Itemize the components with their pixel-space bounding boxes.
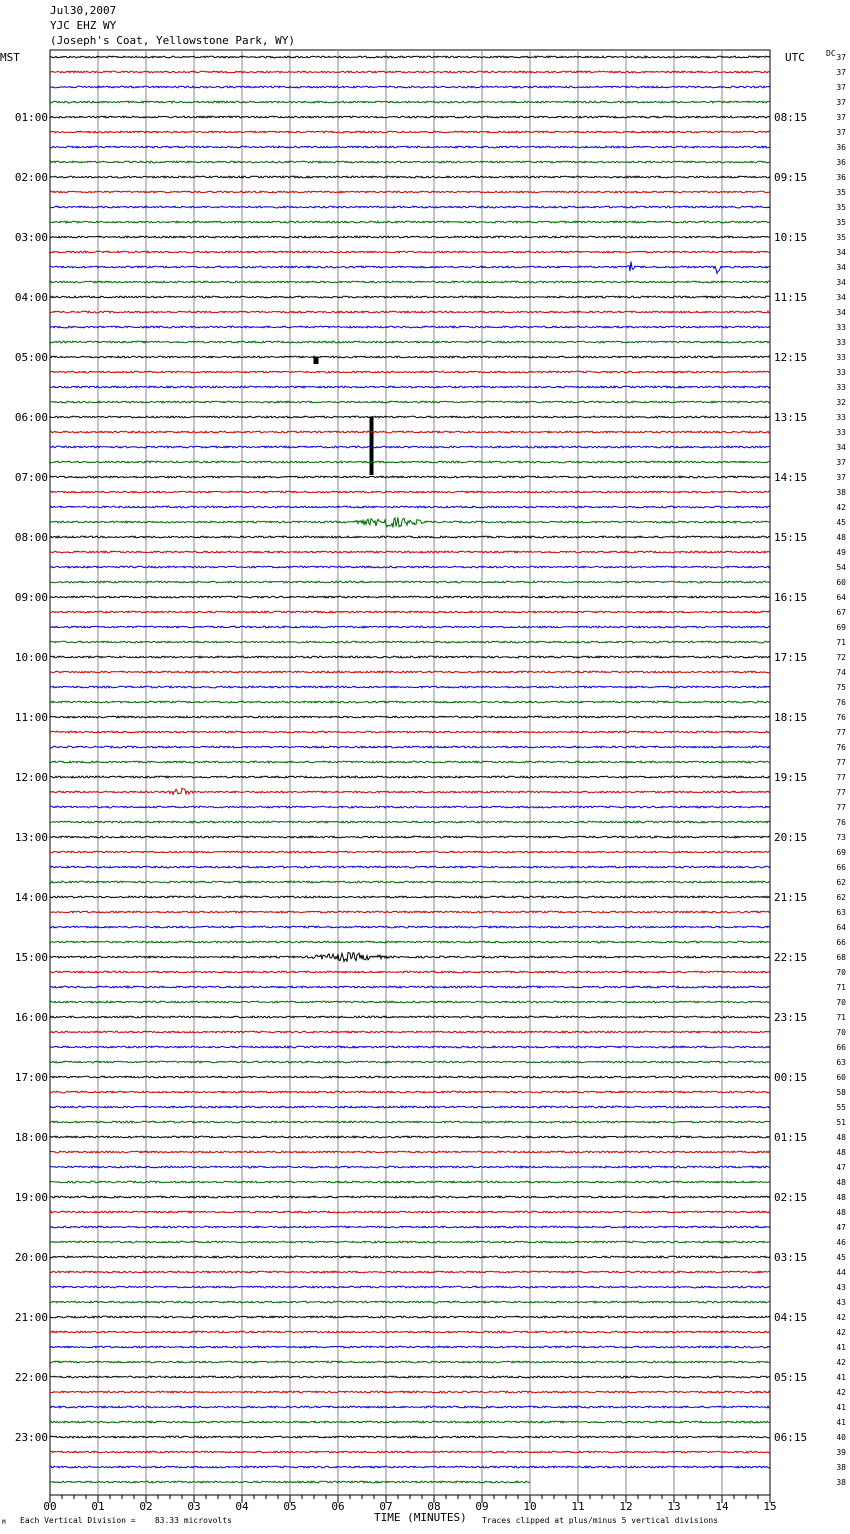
seismic-trace: [50, 506, 770, 508]
seismic-trace: [50, 1196, 770, 1198]
dc-offset-value: 73: [836, 833, 846, 842]
x-tick-label: 01: [91, 1500, 105, 1513]
mst-hour-label: 19:00: [14, 1191, 48, 1204]
seismic-trace: [50, 911, 770, 913]
dc-offset-value: 66: [836, 863, 846, 872]
utc-hour-label: 04:15: [774, 1311, 808, 1324]
utc-hour-label: 18:15: [774, 711, 808, 724]
dc-offset-value: 71: [836, 638, 846, 647]
x-tick-label: 05: [283, 1500, 297, 1513]
dc-offset-value: 76: [836, 743, 846, 752]
dc-offset-value: 37: [836, 113, 846, 122]
seismic-trace: [50, 101, 770, 103]
dc-offset-value: 37: [836, 53, 846, 62]
seismic-trace: [50, 371, 770, 373]
dc-offset-value: 72: [836, 653, 846, 662]
utc-hour-label: 22:15: [774, 951, 808, 964]
seismic-trace: [50, 1211, 770, 1213]
dc-offset-value: 47: [836, 1163, 846, 1172]
dc-offset-value: 32: [836, 398, 846, 407]
dc-offset-value: 35: [836, 218, 846, 227]
seismic-trace: [50, 626, 770, 628]
seismic-trace: [50, 86, 770, 88]
dc-offset-value: 63: [836, 908, 846, 917]
dc-offset-value: 48: [836, 1148, 846, 1157]
dc-offset-value: 60: [836, 578, 846, 587]
dc-offset-header: DC: [826, 49, 836, 58]
utc-hour-label: 10:15: [774, 231, 808, 244]
seismic-trace: [50, 517, 770, 527]
dc-offset-value: 34: [836, 248, 846, 257]
seismic-trace: [50, 206, 770, 208]
dc-offset-value: 70: [836, 998, 846, 1007]
seismic-trace: [50, 1361, 770, 1363]
utc-hour-label: 12:15: [774, 351, 808, 364]
seismic-trace: [50, 262, 770, 274]
dc-offset-value: 34: [836, 308, 846, 317]
dc-offset-value: 69: [836, 848, 846, 857]
utc-hour-label: 09:15: [774, 171, 808, 184]
dc-offset-value: 37: [836, 83, 846, 92]
seismic-trace: [50, 1166, 770, 1168]
dc-offset-value: 44: [836, 1268, 846, 1277]
seismic-trace: [50, 866, 770, 868]
seismic-trace: [50, 986, 770, 988]
seismic-trace: [50, 941, 770, 943]
dc-offset-value: 40: [836, 1433, 846, 1442]
dc-offset-value: 37: [836, 98, 846, 107]
dc-offset-value: 42: [836, 1388, 846, 1397]
seismic-trace: [50, 788, 770, 794]
seismic-trace: [50, 356, 770, 364]
seismic-trace: [50, 221, 770, 223]
mst-hour-label: 02:00: [14, 171, 48, 184]
dc-offset-value: 54: [836, 563, 846, 572]
utc-hour-label: 05:15: [774, 1371, 808, 1384]
left-timezone-label: MST: [0, 51, 20, 64]
seismic-trace: [50, 596, 770, 598]
seismic-trace: [50, 656, 770, 658]
seismic-trace: [50, 1121, 770, 1123]
seismic-trace: [50, 776, 770, 778]
seismic-trace: [50, 566, 770, 568]
dc-offset-value: 77: [836, 728, 846, 737]
seismic-trace: [50, 296, 770, 298]
x-tick-label: 13: [667, 1500, 681, 1513]
seismic-trace: [50, 926, 770, 928]
dc-offset-value: 77: [836, 758, 846, 767]
dc-offset-value: 45: [836, 1253, 846, 1262]
seismic-trace: [50, 476, 770, 478]
seismic-trace: [50, 1151, 770, 1153]
utc-hour-label: 06:15: [774, 1431, 808, 1444]
dc-offset-value: 76: [836, 698, 846, 707]
utc-hour-label: 11:15: [774, 291, 808, 304]
x-tick-label: 09: [475, 1500, 489, 1513]
utc-hour-label: 03:15: [774, 1251, 808, 1264]
x-tick-label: 10: [523, 1500, 537, 1513]
dc-offset-value: 41: [836, 1343, 846, 1352]
mst-hour-label: 18:00: [14, 1131, 48, 1144]
mst-hour-label: 03:00: [14, 231, 48, 244]
dc-offset-value: 71: [836, 1013, 846, 1022]
utc-hour-label: 17:15: [774, 651, 808, 664]
dc-offset-value: 74: [836, 668, 846, 677]
dc-offset-value: 41: [836, 1418, 846, 1427]
seismic-trace: [50, 446, 770, 448]
dc-offset-value: 37: [836, 128, 846, 137]
seismic-trace: [50, 236, 770, 238]
dc-offset-value: 42: [836, 503, 846, 512]
seismic-trace: [50, 281, 770, 283]
seismic-trace: [50, 431, 770, 433]
seismic-trace: [50, 1016, 770, 1018]
dc-offset-value: 34: [836, 443, 846, 452]
dc-offset-value: 34: [836, 293, 846, 302]
seismic-trace: [50, 1181, 770, 1183]
seismic-trace: [50, 896, 770, 898]
seismic-trace: [50, 1286, 770, 1288]
dc-offset-value: 76: [836, 713, 846, 722]
dc-offset-value: 58: [836, 1088, 846, 1097]
dc-offset-value: 62: [836, 878, 846, 887]
mst-hour-label: 11:00: [14, 711, 48, 724]
seismic-trace: [50, 116, 770, 118]
mst-hour-label: 01:00: [14, 111, 48, 124]
seismic-trace: [50, 71, 770, 73]
dc-offset-value: 42: [836, 1358, 846, 1367]
seismic-trace: [50, 1226, 770, 1228]
seismic-trace: [50, 746, 770, 748]
dc-offset-value: 48: [836, 1193, 846, 1202]
clip-note: Traces clipped at plus/minus 5 vertical divisions: [482, 1516, 719, 1525]
dc-offset-value: 33: [836, 353, 846, 362]
mst-hour-label: 23:00: [14, 1431, 48, 1444]
seismic-trace: [50, 191, 770, 193]
dc-offset-value: 76: [836, 818, 846, 827]
seismic-trace: [50, 401, 770, 403]
dc-offset-value: 66: [836, 938, 846, 947]
x-tick-label: 04: [235, 1500, 249, 1513]
mst-hour-label: 16:00: [14, 1011, 48, 1024]
x-tick-label: 07: [379, 1500, 393, 1513]
dc-offset-value: 77: [836, 788, 846, 797]
dc-offset-value: 38: [836, 488, 846, 497]
dc-offset-value: 36: [836, 173, 846, 182]
seismic-trace: [50, 806, 770, 808]
dc-offset-value: 63: [836, 1058, 846, 1067]
seismic-trace: [50, 551, 770, 553]
seismic-trace: [50, 461, 770, 463]
mst-hour-label: 04:00: [14, 291, 48, 304]
seismic-trace: [50, 851, 770, 853]
seismic-trace: [50, 611, 770, 613]
x-tick-label: 12: [619, 1500, 633, 1513]
dc-offset-value: 38: [836, 1463, 846, 1472]
utc-hour-label: 19:15: [774, 771, 808, 784]
utc-hour-label: 08:15: [774, 111, 808, 124]
mst-hour-label: 10:00: [14, 651, 48, 664]
seismic-trace: [50, 1256, 770, 1258]
seismic-trace: [50, 1376, 770, 1378]
dc-offset-value: 36: [836, 158, 846, 167]
dc-offset-value: 48: [836, 533, 846, 542]
seismic-trace: [50, 386, 770, 388]
seismic-trace: [50, 416, 770, 475]
utc-hour-label: 14:15: [774, 471, 808, 484]
utc-hour-label: 02:15: [774, 1191, 808, 1204]
dc-offset-value: 67: [836, 608, 846, 617]
seismic-trace: [50, 491, 770, 493]
dc-offset-value: 42: [836, 1313, 846, 1322]
dc-offset-value: 34: [836, 263, 846, 272]
dc-offset-value: 69: [836, 623, 846, 632]
dc-offset-value: 71: [836, 983, 846, 992]
mst-hour-label: 09:00: [14, 591, 48, 604]
seismic-trace: [50, 731, 770, 733]
dc-offset-value: 33: [836, 323, 846, 332]
seismic-trace: [50, 1271, 770, 1273]
utc-hour-label: 00:15: [774, 1071, 808, 1084]
seismic-trace: [50, 1346, 770, 1348]
x-tick-label: 08: [427, 1500, 441, 1513]
x-tick-label: 15: [763, 1500, 777, 1513]
seismic-trace: [50, 56, 770, 58]
utc-hour-label: 21:15: [774, 891, 808, 904]
utc-hour-label: 20:15: [774, 831, 808, 844]
seismic-trace: [50, 1076, 770, 1078]
dc-offset-value: 36: [836, 143, 846, 152]
dc-offset-value: 66: [836, 1043, 846, 1052]
seismic-trace: [50, 1451, 770, 1453]
seismic-trace: [50, 1421, 770, 1423]
dc-offset-value: 41: [836, 1373, 846, 1382]
seismic-trace: [50, 326, 770, 328]
utc-hour-label: 16:15: [774, 591, 808, 604]
mst-hour-label: 20:00: [14, 1251, 48, 1264]
seismic-trace: [50, 1391, 770, 1393]
dc-offset-value: 41: [836, 1403, 846, 1412]
dc-offset-value: 70: [836, 1028, 846, 1037]
dc-offset-value: 75: [836, 683, 846, 692]
seismic-trace: [50, 146, 770, 148]
dc-offset-value: 33: [836, 338, 846, 347]
seismic-trace: [50, 1031, 770, 1033]
seismic-trace: [50, 1301, 770, 1303]
utc-hour-label: 01:15: [774, 1131, 808, 1144]
dc-offset-value: 64: [836, 593, 846, 602]
mst-hour-label: 22:00: [14, 1371, 48, 1384]
seismic-trace: [50, 836, 770, 838]
seismic-trace: [50, 716, 770, 718]
seismic-trace: [50, 1001, 770, 1003]
dc-offset-value: 33: [836, 428, 846, 437]
mst-hour-label: 07:00: [14, 471, 48, 484]
dc-offset-value: 37: [836, 458, 846, 467]
x-tick-label: 00: [43, 1500, 57, 1513]
scale-note: Each Vertical Division = 83.33 microvolts: [20, 1516, 232, 1525]
dc-offset-value: 55: [836, 1103, 846, 1112]
seismic-trace: [50, 251, 770, 253]
seismic-trace: [50, 761, 770, 763]
seismic-trace: [50, 1106, 770, 1108]
dc-offset-value: 35: [836, 188, 846, 197]
x-tick-label: 11: [571, 1500, 585, 1513]
seismic-trace: [50, 953, 770, 962]
x-tick-label: 02: [139, 1500, 153, 1513]
dc-offset-value: 64: [836, 923, 846, 932]
dc-offset-value: 33: [836, 413, 846, 422]
seismic-trace: [50, 1046, 770, 1048]
dc-offset-value: 38: [836, 1478, 846, 1487]
x-tick-label: 06: [331, 1500, 345, 1513]
record-date: Jul30,2007: [50, 4, 117, 17]
dc-offset-value: 35: [836, 233, 846, 242]
dc-offset-value: 49: [836, 548, 846, 557]
dc-offset-value: 37: [836, 68, 846, 77]
station-location: (Joseph's Coat, Yellowstone Park, WY): [50, 34, 296, 47]
station-code: YJC EHZ WY: [50, 19, 117, 32]
seismic-trace: [50, 1061, 770, 1063]
dc-offset-value: 70: [836, 968, 846, 977]
seismic-trace: [50, 671, 770, 673]
dc-offset-value: 60: [836, 1073, 846, 1082]
seismic-trace: [50, 581, 770, 583]
mst-hour-label: 08:00: [14, 531, 48, 544]
dc-offset-value: 33: [836, 383, 846, 392]
mst-hour-label: 13:00: [14, 831, 48, 844]
mst-hour-label: 21:00: [14, 1311, 48, 1324]
seismic-trace: [50, 311, 770, 313]
seismic-trace: [50, 161, 770, 163]
x-axis-title: TIME (MINUTES): [374, 1511, 467, 1524]
seismic-trace: [50, 971, 770, 973]
mst-hour-label: 05:00: [14, 351, 48, 364]
seismic-trace: [50, 701, 770, 703]
seismic-trace: [50, 1316, 770, 1318]
dc-offset-value: 46: [836, 1238, 846, 1247]
dc-offset-value: 47: [836, 1223, 846, 1232]
seismic-trace: [50, 341, 770, 343]
dc-offset-value: 48: [836, 1178, 846, 1187]
mst-hour-label: 12:00: [14, 771, 48, 784]
seismic-trace: [50, 1091, 770, 1093]
seismic-trace: [50, 1436, 770, 1438]
seismic-trace: [50, 641, 770, 643]
mst-hour-label: 15:00: [14, 951, 48, 964]
dc-offset-value: 48: [836, 1133, 846, 1142]
mst-hour-label: 14:00: [14, 891, 48, 904]
utc-hour-label: 23:15: [774, 1011, 808, 1024]
dc-offset-value: 68: [836, 953, 846, 962]
mst-hour-label: 06:00: [14, 411, 48, 424]
dc-offset-value: 34: [836, 278, 846, 287]
seismic-trace: [50, 1466, 770, 1468]
seismic-trace: [50, 1331, 770, 1333]
dc-offset-value: 48: [836, 1208, 846, 1217]
seismic-trace: [50, 176, 770, 178]
dc-offset-value: 51: [836, 1118, 846, 1127]
dc-offset-value: 39: [836, 1448, 846, 1457]
seismic-trace: [50, 881, 770, 883]
dc-offset-value: 43: [836, 1298, 846, 1307]
right-timezone-label: UTC: [785, 51, 805, 64]
utc-hour-label: 15:15: [774, 531, 808, 544]
seismic-trace: [50, 686, 770, 688]
seismic-trace: [50, 536, 770, 538]
seismic-trace: [50, 131, 770, 133]
dc-offset-value: 37: [836, 473, 846, 482]
dc-offset-value: 33: [836, 368, 846, 377]
utc-hour-label: 13:15: [774, 411, 808, 424]
dc-offset-value: 43: [836, 1283, 846, 1292]
seismic-trace: [50, 1406, 770, 1408]
dc-offset-value: 62: [836, 893, 846, 902]
dc-offset-value: 42: [836, 1328, 846, 1337]
dc-offset-value: 35: [836, 203, 846, 212]
corner-mark: M: [2, 1519, 6, 1526]
x-tick-label: 03: [187, 1500, 201, 1513]
dc-offset-value: 77: [836, 803, 846, 812]
dc-offset-value: 45: [836, 518, 846, 527]
x-tick-label: 14: [715, 1500, 729, 1513]
mst-hour-label: 17:00: [14, 1071, 48, 1084]
seismic-trace: [50, 1136, 770, 1138]
seismic-trace: [50, 1241, 770, 1243]
dc-offset-value: 77: [836, 773, 846, 782]
seismic-trace: [50, 821, 770, 823]
